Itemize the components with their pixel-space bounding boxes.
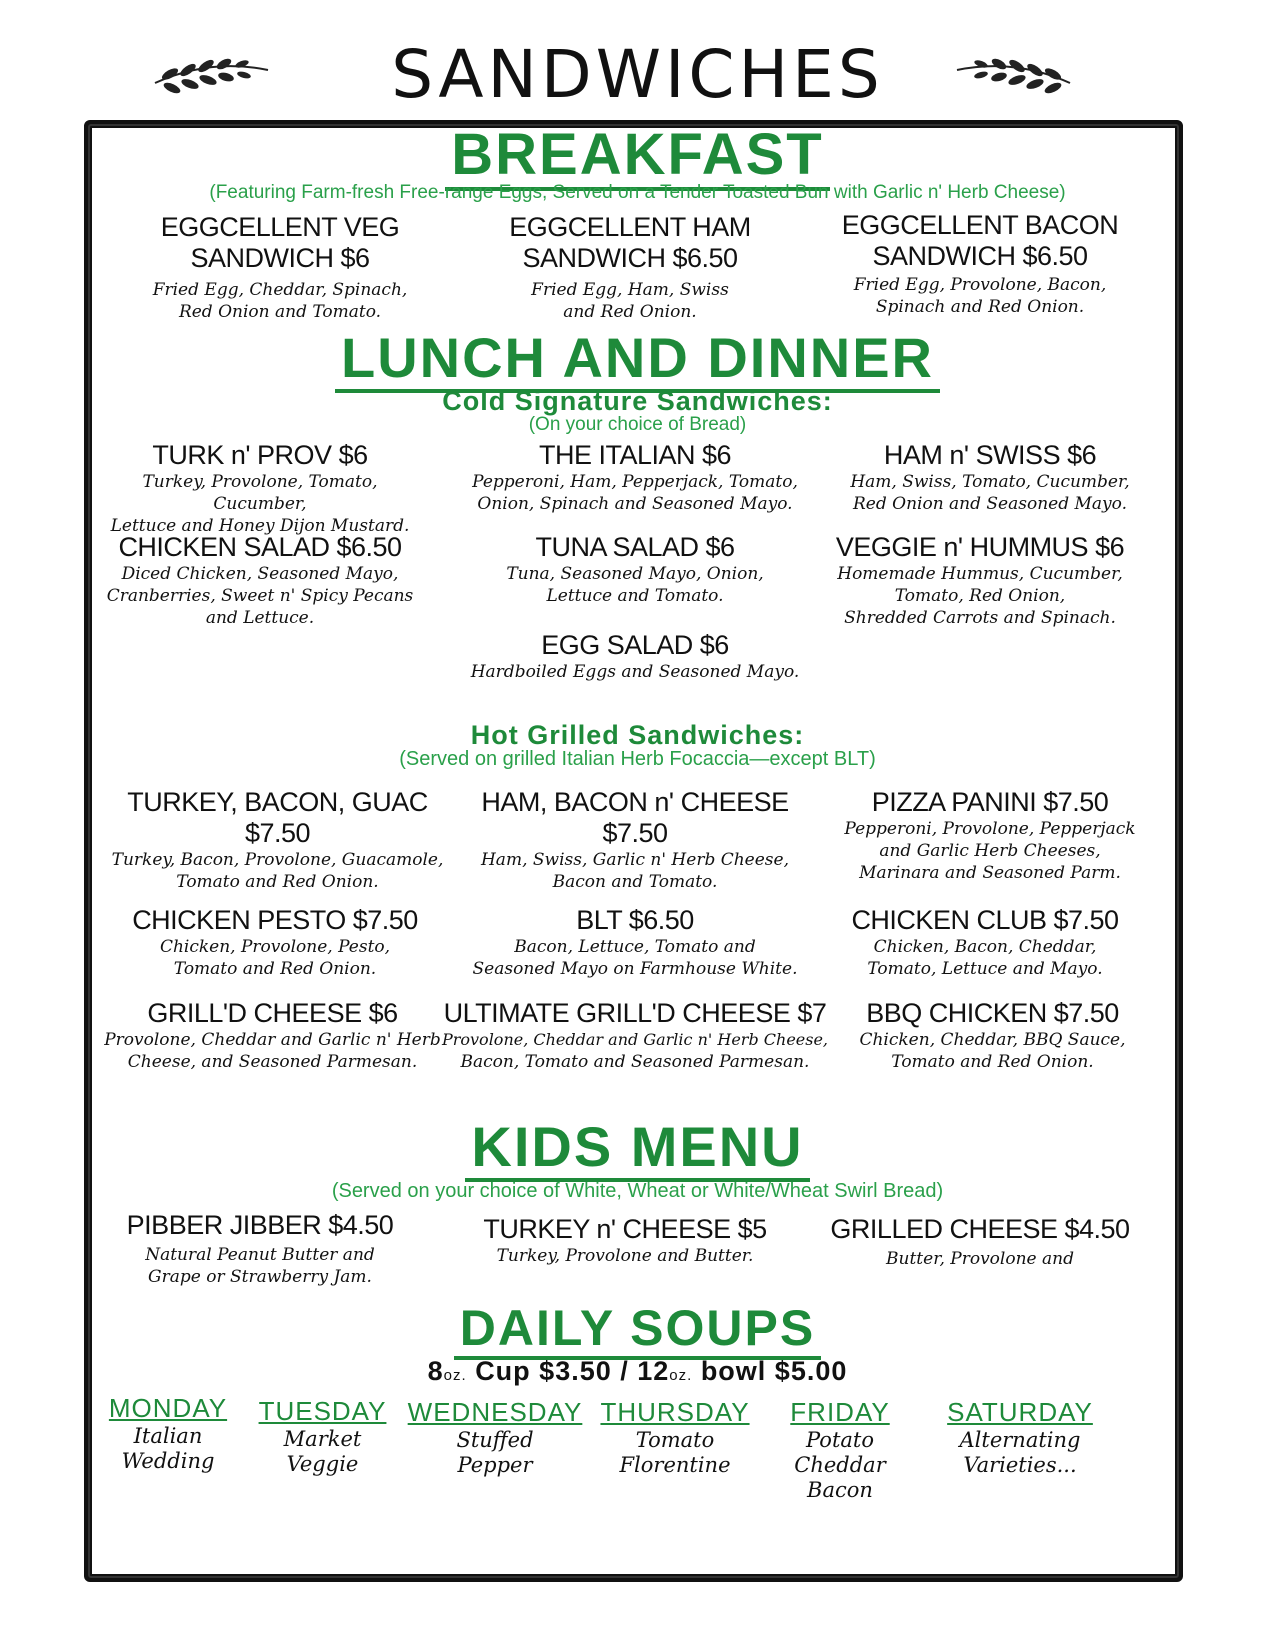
daily-soups-title: DAILY SOUPS [0, 1298, 1275, 1358]
cold-sandwiches-subtitle: (On your choice of Bread) [528, 414, 747, 435]
hot-item-turkey-bacon-guac: TURKEY, BACON, GUAC $7.50 Turkey, Bacon, Provolone, Guacamole, Tomato and Red Onion. [111, 787, 444, 892]
lunch-dinner-title: LUNCH AND DINNER [0, 326, 1275, 390]
kids-item-pibber-jibber: PIBBER JIBBER $4.50 Natural Peanut Butter and Grape or Strawberry Jam. [126, 1210, 394, 1287]
wheat-sprig-left-icon [150, 48, 270, 108]
hot-item-ham-bacon-cheese: HAM, BACON n' CHEESE $7.50 Ham, Swiss, Garlic n' Herb Cheese, Bacon and Tomato. [480, 787, 789, 892]
cold-item-ham-swiss: HAM n' SWISS $6 Ham, Swiss, Tomato, Cucumber, Red Onion and Seasoned Mayo. [850, 440, 1130, 514]
cold-item-chicken-salad: CHICKEN SALAD $6.50 Diced Chicken, Seasoned Mayo, Cranberries, Sweet n' Spicy Pecans and Lettuce. [106, 532, 414, 628]
hot-item-bbq-chicken: BBQ CHICKEN $7.50 Chicken, Cheddar, BBQ Sauce, Tomato and Red Onion. [859, 998, 1126, 1072]
breakfast-item-veg: EGGCELLENT VEG SANDWICH $6 Fried Egg, Cheddar, Spinach, Red Onion and Tomato. [152, 212, 408, 322]
soup-day-tuesday: TUESDAY Market Veggie [258, 1396, 387, 1476]
soup-day-monday: MONDAY Italian Wedding [108, 1393, 228, 1473]
cold-item-veggie-hummus: VEGGIE n' HUMMUS $6 Homemade Hummus, Cucumber, Tomato, Red Onion, Shredded Carrots and Spinach. [835, 532, 1125, 628]
cold-item-italian: THE ITALIAN $6 Pepperoni, Ham, Pepperjack, Tomato, Onion, Spinach and Seasoned Mayo. [472, 440, 798, 514]
hot-item-grilld-cheese: GRILL'D CHEESE $6 Provolone, Cheddar and Garlic n' Herb Cheese, and Seasoned Parmesan. [104, 998, 441, 1072]
wheat-sprig-right-icon [955, 48, 1075, 108]
soup-day-friday: FRIDAY Potato Cheddar Bacon [790, 1397, 890, 1502]
cold-item-egg-salad: EGG SALAD $6 Hardboiled Eggs and Seasoned Mayo. [470, 630, 800, 682]
hot-item-chicken-club: CHICKEN CLUB $7.50 Chicken, Bacon, Cheddar, Tomato, Lettuce and Mayo. [851, 905, 1119, 979]
cold-sandwiches-heading: Cold Signature Sandwiches: [442, 386, 833, 416]
hot-item-blt: BLT $6.50 Bacon, Lettuce, Tomato and Seasoned Mayo on Farmhouse White. [472, 905, 798, 979]
cold-item-turk-prov: TURK n' PROV $6 Turkey, Provolone, Tomato, Cucumber, Lettuce and Honey Dijon Mustard. [110, 440, 410, 536]
kids-menu-subtitle: (Served on your choice of White, Wheat or White/Wheat Swirl Bread) [331, 1180, 944, 1202]
breakfast-item-ham: EGGCELLENT HAM SANDWICH $6.50 Fried Egg, Ham, Swiss and Red Onion. [509, 212, 751, 322]
menu-header [0, 30, 1275, 120]
kids-item-turkey-cheese: TURKEY n' CHEESE $5 Turkey, Provolone and Butter. [483, 1214, 767, 1266]
soup-day-saturday: SATURDAY Alternating Varieties... [947, 1397, 1093, 1477]
kids-menu-title: KIDS MENU [0, 1115, 1275, 1179]
hot-sandwiches-subtitle: (Served on grilled Italian Herb Focaccia—except BLT) [399, 748, 876, 770]
page-title: SANDWICHES [391, 36, 884, 113]
soup-pricing: 8oz. Cup $3.50 / 12oz. bowl $5.00 [427, 1356, 848, 1386]
hot-sandwiches-heading: Hot Grilled Sandwiches: [470, 720, 805, 750]
soup-day-thursday: THURSDAY Tomato Florentine [600, 1397, 750, 1477]
cold-item-tuna-salad: TUNA SALAD $6 Tuna, Seasoned Mayo, Onion, Lettuce and Tomato. [506, 532, 764, 606]
kids-item-grilled-cheese: GRILLED CHEESE $4.50 Butter, Provolone and [830, 1214, 1130, 1269]
breakfast-item-bacon: EGGCELLENT BACON SANDWICH $6.50 Fried Egg, Provolone, Bacon, Spinach and Red Onion. [841, 210, 1119, 317]
breakfast-title: BREAKFAST [0, 122, 1275, 188]
breakfast-subtitle: (Featuring Farm-fresh Free-range Eggs, Served on a Tender Toasted Bun with Garlic n' Herb Cheese) [209, 182, 1066, 203]
hot-item-pizza-panini: PIZZA PANINI $7.50 Pepperoni, Provolone, Pepperjack and Garlic Herb Cheeses, Marinara and Seasoned Parm. [844, 787, 1136, 883]
soup-day-wednesday: WEDNESDAY Stuffed Pepper [407, 1397, 583, 1477]
hot-item-ultimate-grilld-cheese: ULTIMATE GRILL'D CHEESE $7 Provolone, Cheddar and Garlic n' Herb Cheese, Bacon, Tomato and Seasoned Parmesan. [441, 998, 829, 1072]
hot-item-chicken-pesto: CHICKEN PESTO $7.50 Chicken, Provolone, Pesto, Tomato and Red Onion. [132, 905, 418, 979]
